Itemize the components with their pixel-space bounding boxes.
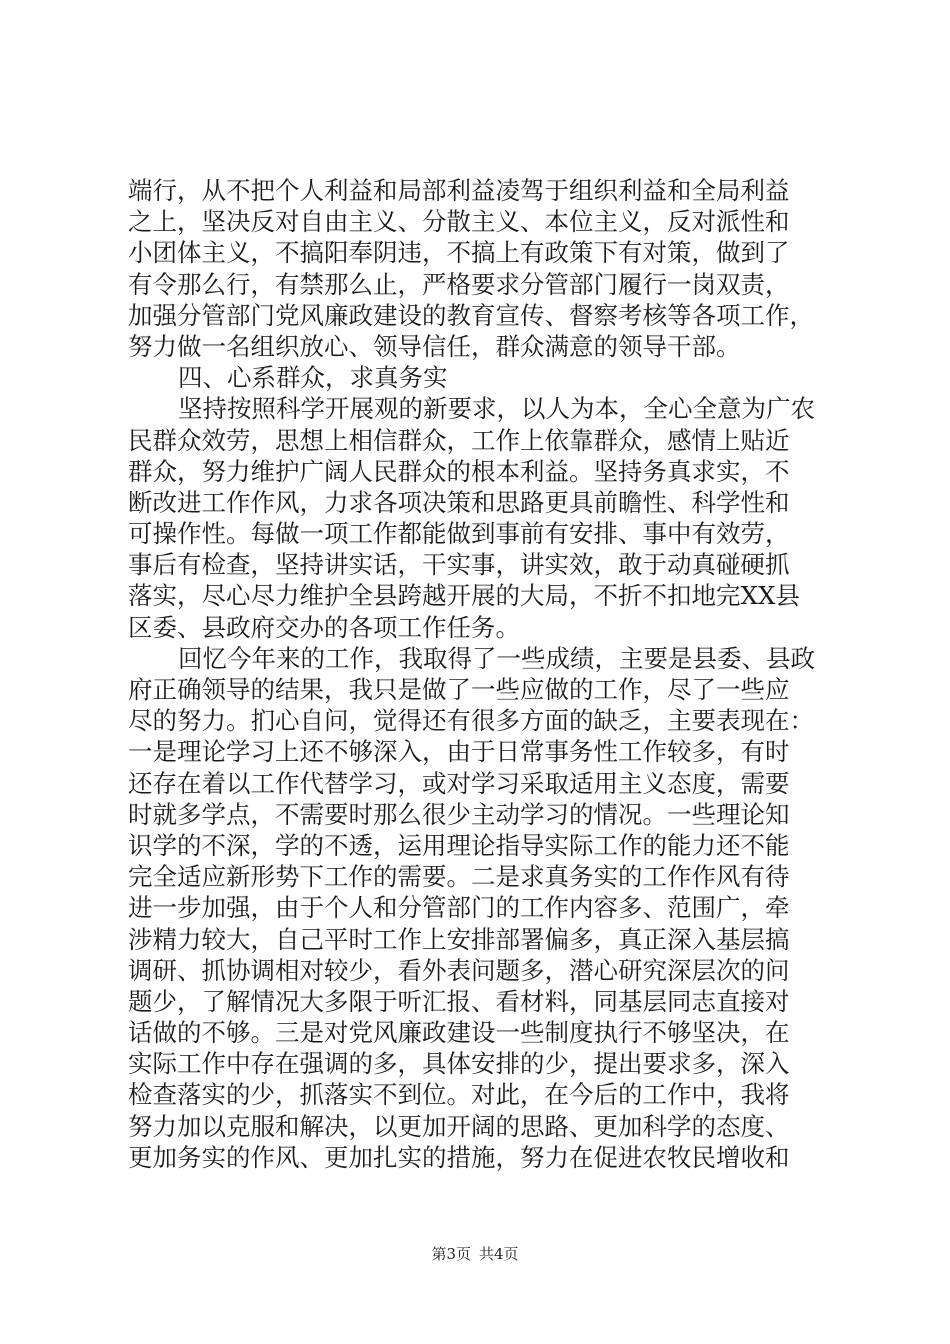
text-line: 调研、抓协调相对较少，看外表问题多，潜心研究深层次的问 [128, 955, 790, 985]
text-line: 完全适应新形势下工作的需要。二是求真务实的工作作风有待 [128, 862, 790, 892]
text-line: 进一步加强，由于个人和分管部门的工作内容多、范围广，牵 [128, 893, 790, 923]
text-line: 之上，坚决反对自由主义、分散主义、本位主义，反对派性和 [128, 207, 790, 237]
text-line: 事后有检查，坚持讲实话，干实事，讲实效，敢于动真碰硬抓 [128, 550, 790, 580]
text-line: 区委、县政府交办的各项工作任务。 [128, 612, 520, 642]
text-line: 落实，尽心尽力维护全县跨越开展的大局，不折不扣地完XX县 [128, 581, 800, 611]
page-footer [0, 1244, 950, 1264]
text-line: 加强分管部门党风廉政建设的教育宣传、督察考核等各项工作， [128, 300, 814, 330]
text-line: 小团体主义，不搞阳奉阴违，不搞上有政策下有对策，做到了 [128, 238, 790, 268]
paragraph-start: 回忆今年来的工作，我取得了一些成绩，主要是县委、县政 [178, 643, 815, 673]
text-line: 努力加以克服和解决，以更加开阔的思路、更加科学的态度、 [128, 1111, 790, 1141]
text-line: 还存在着以工作代替学习，或对学习采取适用主义态度，需要 [128, 768, 790, 798]
text-line: 群众，努力维护广阔人民群众的根本利益。坚持务真求实，不 [128, 456, 790, 486]
text-line: 实际工作中存在强调的多，具体安排的少，提出要求多，深入 [128, 1049, 790, 1079]
page-number: 第3页 [431, 1245, 471, 1263]
text-line: 时就多学点，不需要时那么很少主动学习的情况。一些理论知 [128, 799, 790, 829]
document-body [128, 175, 838, 1173]
text-line: 可操作性。每做一项工作都能做到事前有安排、事中有效劳， [128, 519, 790, 549]
text-line: 断改进工作作风，力求各项决策和思路更具前瞻性、科学性和 [128, 487, 790, 517]
text-line: 尽的努力。扪心自问，觉得还有很多方面的缺乏，主要表现在： [128, 706, 814, 736]
text-line: 话做的不够。三是对党风廉政建设一些制度执行不够坚决，在 [128, 1018, 790, 1048]
page-total: 共4页 [479, 1245, 519, 1263]
text-line: 识学的不深，学的不透，运用理论指导实际工作的能力还不能 [128, 830, 790, 860]
text-line: 涉精力较大，自己平时工作上安排部署偏多，真正深入基层搞 [128, 924, 790, 954]
text-line: 题少，了解情况大多限于听汇报、看材料，同基层同志直接对 [128, 986, 790, 1016]
text-line: 努力做一名组织放心、领导信任，群众满意的领导干部。 [128, 331, 741, 361]
section-heading: 四、心系群众，求真务实 [178, 363, 448, 393]
text-line: 民群众效劳，思想上相信群众，工作上依靠群众，感情上贴近 [128, 425, 790, 455]
text-line: 端行，从不把个人利益和局部利益凌驾于组织利益和全局利益 [128, 176, 790, 205]
text-line: 府正确领导的结果，我只是做了一些应做的工作，尽了一些应 [128, 675, 790, 704]
paragraph-start: 坚持按照科学开展观的新要求，以人为本，全心全意为广农 [178, 394, 815, 424]
text-line: 检查落实的少，抓落实不到位。对此，在今后的工作中，我将 [128, 1080, 790, 1110]
text-line: 有令那么行，有禁那么止，严格要求分管部门履行一岗双责， [128, 269, 790, 299]
text-line: 一是理论学习上还不够深入，由于日常事务性工作较多，有时 [128, 737, 790, 767]
text-line: 更加务实的作风、更加扎实的措施，努力在促进农牧民增收和 [128, 1142, 790, 1172]
